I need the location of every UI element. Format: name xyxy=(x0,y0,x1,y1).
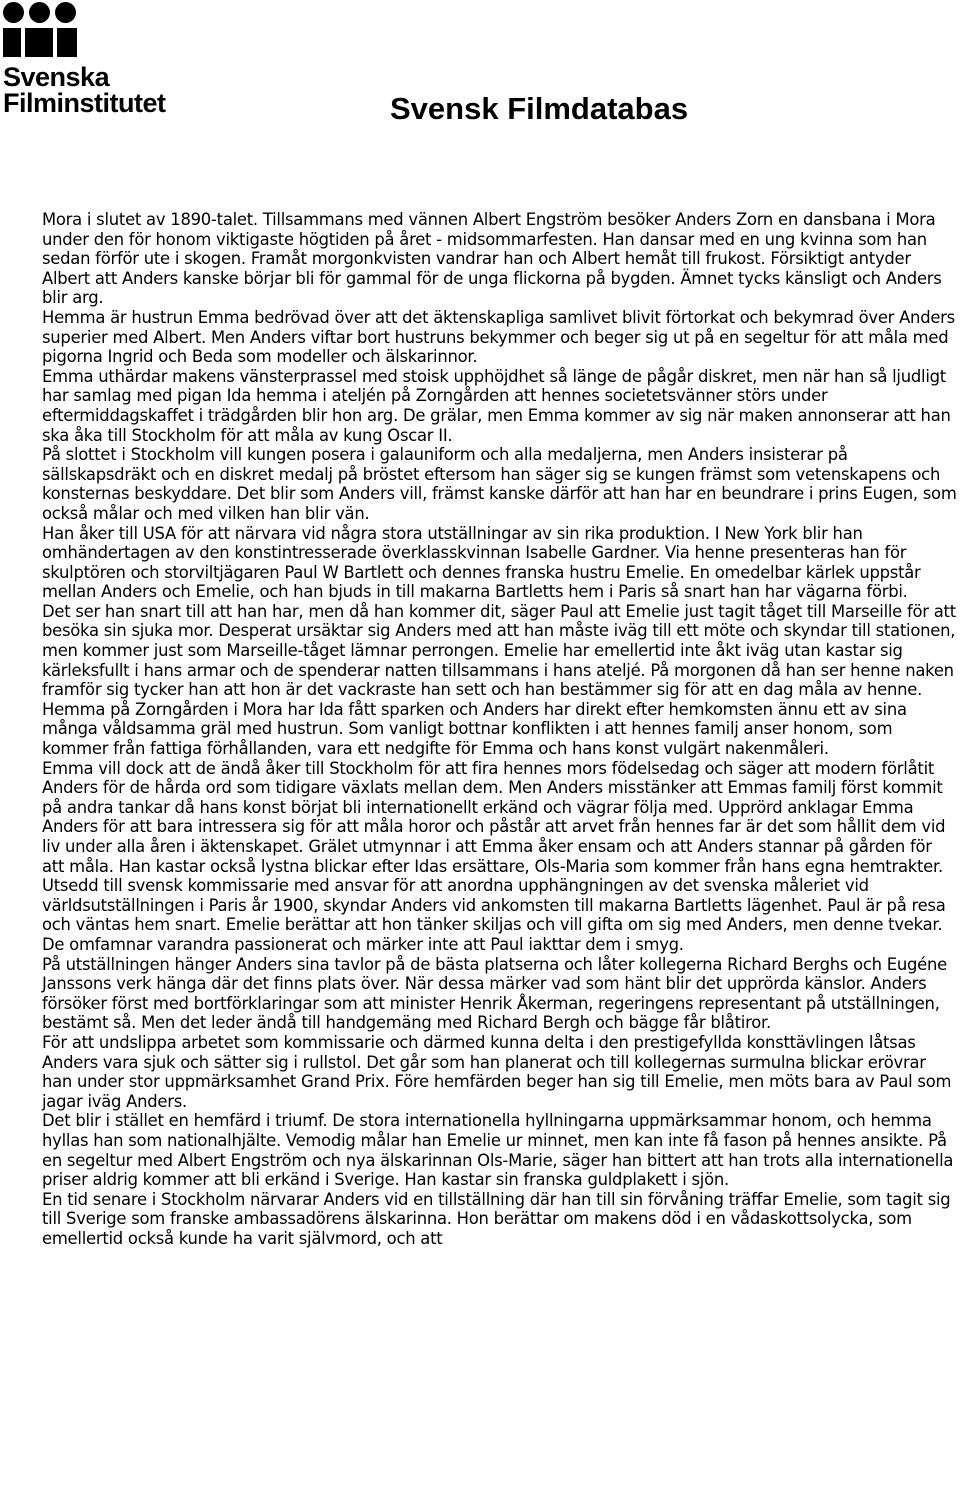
logo-block xyxy=(25,28,53,57)
synopsis-paragraph: På slottet i Stockholm vill kungen posera i galauniform och alla medaljerna, men Anders insisterar på sällskapsdräkt och en diskret medalj på bröstet eftersom han säger sig se kungen främst som vetenskapens och konsternas beskyddare. Det blir som Anders vill, främst kanske därför att han har en beundrare i prins Eugen, som också målar och med vilken han blir vän. xyxy=(42,445,957,523)
synopsis-paragraph: Hemma på Zorngården i Mora har Ida fått sparken och Anders har direkt efter hemkomsten ännu ett av sina många våldsamma gräl med hustrun. Som vanligt bottnar konflikten i att hennes familj anser honom, som kommer från fattiga förhållanden, vara ett nedgifte för Emma och hans konst vulgärt nakenmåleri. xyxy=(42,699,907,759)
synopsis-paragraph: Emma vill dock att de ändå åker till Stockholm för att fira hennes mors födelsedag och säger att modern förlåtit Anders för de hårda ord som tidigare växlats mellan dem. Men Anders misstänker att Emmas familj först kommit på andra tankar då hans konst börjat bli internationellt erkänd och vägrar följa med. Upprörd anklagar Emma Anders för att bara intressera sig för att måla horor och påstår att arvet från hennes far är det som hållit dem vid liv under alla åren i äktenskapet. Grälet utmynnar i att Emma åker ensam och att Anders stannar på gården för att måla. Han kastar också lystna blickar efter Idas ersättare, Ols-Maria som kommer från hans egna hemtrakter. xyxy=(42,758,946,876)
synopsis-paragraph: Emma uthärdar makens vänsterprassel med stoisk upphöjdhet så länge de pågår diskret, men när han så ljudligt har samlag med pigan Ida hemma i ateljén på Zorngården att hennes societetsvänner störs under eftermiddagskaffet i trädgården blir hon arg. De grälar, men Emma kommer av sig när maken annonserar att han ska åka till Stockholm för att måla av kung Oscar II. xyxy=(42,366,951,445)
page-title: Svensk Filmdatabas xyxy=(390,91,689,126)
synopsis-paragraph: Hemma är hustrun Emma bedrövad över att det äktenskapliga samlivet blivit förtorkat och bekymrad över Anders superier med Albert. Men Anders viftar bort hustruns bekymmer och beger sig ut på en segeltur för att måla med pigorna Ingrid och Beda som modeller och älskarinnor. xyxy=(42,307,955,367)
logo-dot xyxy=(55,2,76,23)
svenska-filminstitutet-logo xyxy=(3,0,203,128)
synopsis-text xyxy=(42,210,958,1248)
synopsis-paragraph: Det ser han snart till att han har, men då han kommer dit, säger Paul att Emelie just tagit tåget till Marseille för att besöka sin sjuka mor. Desperat ursäktar sig Anders med att han måste iväg till ett möte och skyndar till stationen, men kommer just som Marseille-tåget lämnar perrongen. Emelie har emellertid inte åkt iväg utan kastar sig kärleksfullt i hans armar och de spenderar natten tillsammans i hans ateljé. På morgonen då han ser henne naken framför sig tycker han att hon är det vackraste han sett och han bestämmer sig för att en dag måla av henne. xyxy=(42,601,956,700)
logo-blocks-icon xyxy=(3,28,77,58)
logo-block xyxy=(3,28,21,57)
synopsis-paragraph: På utställningen hänger Anders sina tavlor på de bästa platserna och låter kollegerna Richard Berghs och Eugéne Janssons verk hänga där det finns plats över. När dessa märker vad som hänt blir det upprörda känslor. Anders försöker först med bortförklaringar som att minister Henrik Åkerman, regeringens representant på utställningen, bestämt så. Men det leder ändå till handgemäng med Richard Bergh och bägge får blåtiror. xyxy=(42,954,947,1033)
logo-line1: Svenska xyxy=(3,62,110,92)
logo-dots-icon xyxy=(3,2,77,24)
synopsis-paragraph: Det blir i stället en hemfärd i triumf. De stora internationella hyllningarna uppmärksammar honom, och hemma hyllas han som nationalhjälte. Vemodig målar han Emelie ur minnet, men kan inte få fason på hennes ansikte. På en segeltur med Albert Engström och nya älskarinnan Ols-Marie, säger han bittert att han trots alla internationella priser aldrig kommer att bli erkänd i Sverige. Han kastar sin franska guldplakett i sjön. xyxy=(42,1111,954,1190)
logo-dot xyxy=(29,2,50,23)
synopsis-paragraph: Han åker till USA för att närvara vid några stora utställningar av sin rika produktion. I New York blir han omhändertagen av den konstintresserade överklasskvinnan Isabelle Gardner. Via henne presenteras han för skulptören och storviltjägaren Paul W Bartlett och dennes franska hustru Emelie. En omedelbar kärlek uppstår mellan Anders och Emelie, och han bjuds in till makarna Bartletts hem i Paris så snart han har vägarna förbi. xyxy=(42,523,921,602)
synopsis-paragraph: För att undslippa arbetet som kommissarie och därmed kunna delta i den prestigefyllda konsttävlingen låtsas Anders vara sjuk och sätter sig i rullstol. Det går som han planerat och till kollegernas surmulna blickar erövrar han under stor uppmärksamhet Grand Prix. Före hemfärden beger han sig till Emelie, men möts bara av Paul som jagar iväg Anders. xyxy=(42,1032,952,1111)
logo-block xyxy=(57,28,77,57)
logo-line2: Filminstitutet xyxy=(3,88,166,118)
logo-wordmark xyxy=(3,64,166,116)
synopsis-paragraph: Mora i slutet av 1890-talet. Tillsammans med vännen Albert Engström besöker Anders Zorn en dansbana i Mora under den för honom viktigaste högtiden på året - midsommarfesten. Han dansar med en ung kvinna som han sedan förför ute i skogen. Framåt morgonkvisten vandrar han och Albert hemåt till frukost. Försiktigt antyder Albert att Anders kanske börjar bli för gammal för de unga flickorna på bygden. Ämnet tycks känsligt och Anders blir arg. xyxy=(42,210,942,308)
logo-dot xyxy=(3,2,24,23)
synopsis-paragraph: En tid senare i Stockholm närvarar Anders vid en tillställning där han till sin förvåning träffar Emelie, som tagit sig till Sverige som franske ambassadörens älskarinna. Hon berättar om makens död i en vådaskottsolycka, som emellertid också kunde ha varit självmord, och att xyxy=(42,1189,951,1248)
synopsis-paragraph: Utsedd till svensk kommissarie med ansvar för att anordna upphängningen av det svenska måleriet vid världsutställningen i Paris år 1900, skyndar Anders vid ankomsten till makarna Bartletts lägenhet. Paul är på resa och väntas hem snart. Emelie berättar att hon tänker skiljas och vill gifta om sig med Anders, men denne tvekar. De omfamnar varandra passionerat och märker inte att Paul iakttar dem i smyg. xyxy=(42,876,946,954)
